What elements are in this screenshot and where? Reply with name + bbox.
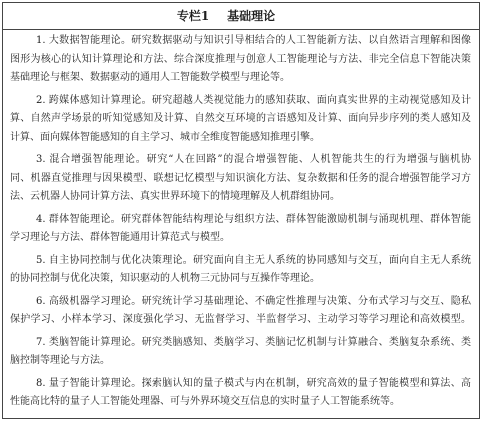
list-item <box>10 375 471 412</box>
item-line: 学习理论与方法、群体智能通用计算范式与模型。 <box>10 232 230 243</box>
item-line-text: 群体智能理论。研究群体智能结构理论与组织方法、群体智能激励机制与涌现机理、群体智能 <box>48 213 471 225</box>
list-item <box>10 151 471 207</box>
item-line <box>10 92 471 111</box>
item-line: 同、机器直觉推理与因果模型、联想记忆模型与知识演化方法、复杂数据和任务的混合增强智能学习方 <box>10 172 471 184</box>
list-item <box>10 293 471 330</box>
item-line-text: 混合增强智能理论。研究“人在回路”的混合增强智能、人机智能共生的行为增强与脑机协 <box>48 154 471 165</box>
item-number: 5. <box>36 254 46 266</box>
item-number: 8. <box>36 377 46 389</box>
item-number: 7. <box>36 336 46 348</box>
item-line-text: 自主协同控制与优化决策理论。研究面向自主无人系统的协同感知与交互，面向自主无人系统 <box>48 254 471 266</box>
item-line <box>10 252 471 271</box>
column-header <box>3 3 479 30</box>
item-line: 图形为核心的认知计算理论和方法、综合深度推理与创意人工智能理论与方法、非完全信息下智能决策 <box>10 53 471 65</box>
column-box <box>2 2 480 419</box>
column-title: 基础理论 <box>227 9 276 23</box>
list-item <box>10 32 471 88</box>
column-body <box>3 30 479 412</box>
list-item <box>10 252 471 289</box>
item-line <box>10 375 471 394</box>
item-line: 性能高比特的量子人工智能处理器、可与外界环境交互信息的实时量子人工智能系统等。 <box>10 396 400 407</box>
list-item <box>10 92 471 148</box>
item-line: 的协同控制与优化决策，知识驱动的人机物三元协同与互操作等理论。 <box>10 273 320 284</box>
item-number: 4. <box>36 213 46 225</box>
item-number: 2. <box>36 94 46 106</box>
item-line: 计算、面向媒体智能感知的自主学习、城市全维度智能感知推理引擎。 <box>10 131 320 143</box>
item-line: 算、自然声学场景的听知觉感知及计算、自然交互环境的言语感知及计算、面向异步序列的类人感知及 <box>10 113 471 124</box>
item-number: 1. <box>36 35 46 46</box>
item-line-text: 量子智能计算理论。探索脑认知的量子模式与内在机制，研究高效的量子智能模型和算法、高 <box>48 377 471 389</box>
item-line-text: 跨媒体感知计算理论。研究超越人类视觉能力的感知获取、面向真实世界的主动视觉感知及计 <box>48 94 471 106</box>
item-line: 法、云机器人协同计算方法、真实世界环境下的情境理解及人机群组协同。 <box>10 191 340 202</box>
item-line <box>10 151 471 170</box>
item-line-text: 类脑智能计算理论。研究类脑感知、类脑学习、类脑记忆机制与计算融合、类脑复杂系统、类 <box>48 336 471 348</box>
item-line-text: 高级机器学习理论。研究统计学习基础理论、不确定性推理与决策、分布式学习与交互、隐私 <box>48 295 471 307</box>
item-number: 6. <box>36 295 46 307</box>
list-item <box>10 334 471 371</box>
item-number: 3. <box>36 154 46 165</box>
item-line-text: 大数据智能理论。研究数据驱动与知识引导相结合的人工智能新方法、以自然语言理解和图像 <box>48 35 471 46</box>
item-line: 脑控制等理论与方法。 <box>10 355 110 366</box>
list-item <box>10 211 471 248</box>
item-line <box>10 32 471 51</box>
column-label: 专栏1 <box>176 9 210 23</box>
item-line <box>10 293 471 312</box>
item-line <box>10 211 471 230</box>
item-line <box>10 334 471 353</box>
item-line: 保护学习、小样本学习、深度强化学习、无监督学习、半监督学习、主动学习等学习理论和高效模型。 <box>10 314 471 325</box>
item-line: 基础理论与框架、数据驱动的通用人工智能数学模型与理论等。 <box>10 72 290 83</box>
